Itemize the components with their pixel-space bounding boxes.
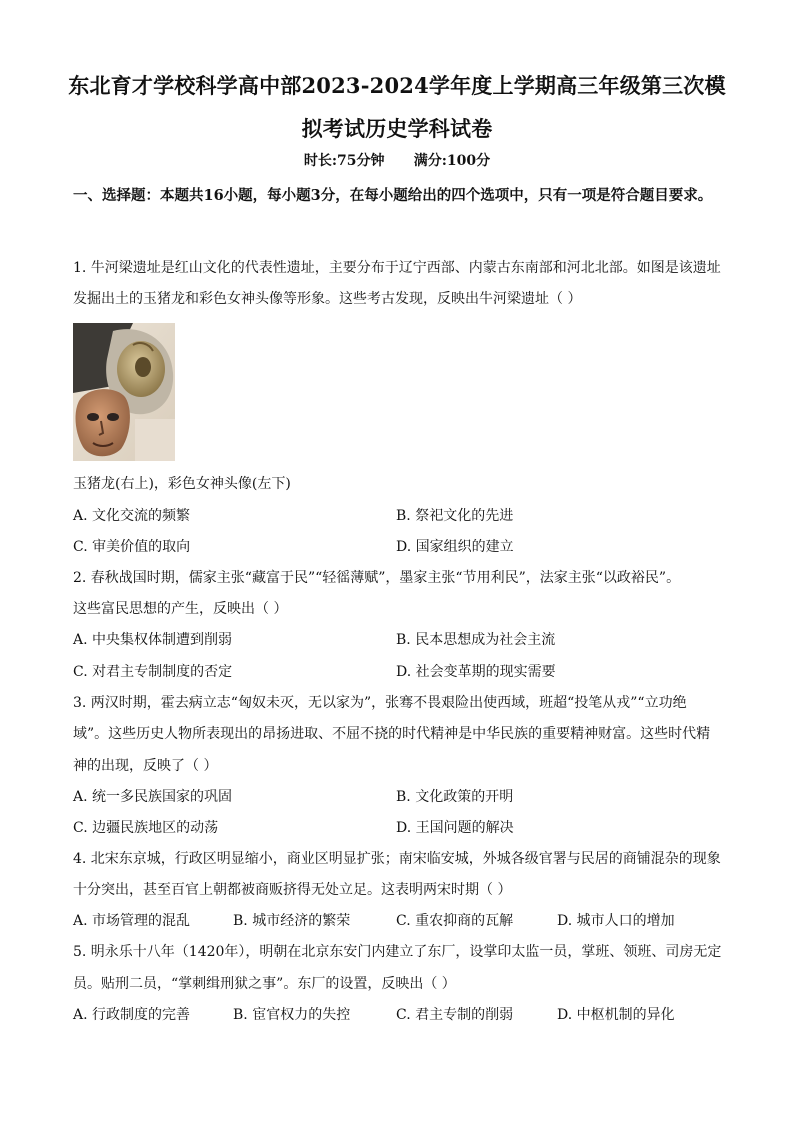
question-3-line-3: 神的出现，反映了（ ） <box>73 758 218 774</box>
exam-meta: 时长:75分钟 满分:100分 <box>303 153 491 169</box>
question-4-option-b[interactable]: B. 城市经济的繁荣 <box>233 913 351 929</box>
question-1-option-a[interactable]: A. 文化交流的频繁 <box>73 508 191 524</box>
question-1-line-2: 发掘出土的玉猪龙和彩色女神头像等形象。这些考古发现，反映出牛河梁遗址（ ） <box>73 291 582 307</box>
question-3-line-1: 3. 两汉时期，霍去病立志“匈奴未灭，无以家为”，张骞不畏艰险出使西域，班超“投笔从戎”“立功绝 <box>73 695 687 711</box>
question-3-option-b[interactable]: B. 文化政策的开明 <box>396 789 514 805</box>
question-2-option-a[interactable]: A. 中央集权体制遭到削弱 <box>73 632 233 648</box>
question-5-line-1: 5. 明永乐十八年（1420年），明朝在北京东安门内建立了东厂，设掌印太监一员，掌班、领班、司房无定 <box>73 944 722 960</box>
question-2-line-1: 2. 春秋战国时期，儒家主张“藏富于民”“轻徭薄赋”，墨家主张“节用利民”，法家主张“以政裕民”。 <box>73 570 681 586</box>
question-2-option-c[interactable]: C. 对君主专制制度的否定 <box>73 664 233 680</box>
question-5-option-d[interactable]: D. 中枢机制的异化 <box>557 1007 675 1023</box>
question-4-option-a[interactable]: A. 市场管理的混乱 <box>73 913 191 929</box>
question-3-option-a[interactable]: A. 统一多民族国家的巩固 <box>73 789 233 805</box>
question-4-option-d[interactable]: D. 城市人口的增加 <box>557 913 675 929</box>
question-4-line-1: 4. 北宋东京城，行政区明显缩小，商业区明显扩张；南宋临安城，外城各级官署与民居的商铺混杂的现象 <box>73 851 721 867</box>
question-5-option-b[interactable]: B. 宦官权力的失控 <box>233 1007 351 1023</box>
question-5-option-c[interactable]: C. 君主专制的削弱 <box>396 1007 514 1023</box>
question-1-line-1: 1. 牛河梁遗址是红山文化的代表性遗址，主要分布于辽宁西部、内蒙古东南部和河北北部。如图是该遗址 <box>73 260 721 276</box>
question-5-option-a[interactable]: A. 行政制度的完善 <box>73 1007 191 1023</box>
artifact-photo <box>73 323 175 461</box>
question-4-option-c[interactable]: C. 重农抑商的瓦解 <box>396 913 514 929</box>
exam-title-line-1: 东北育才学校科学高中部2023-2024学年度上学期高三年级第三次模 <box>68 73 726 98</box>
section-heading: 一、选择题：本题共16小题，每小题3分，在每小题给出的四个选项中，只有一项是符合题目要求。 <box>73 187 713 204</box>
question-1-option-d[interactable]: D. 国家组织的建立 <box>396 539 514 555</box>
question-5-line-2: 员。贴刑二员，“掌刺缉刑狱之事”。东厂的设置，反映出（ ） <box>73 976 456 992</box>
question-1-option-c[interactable]: C. 审美价值的取向 <box>73 539 191 555</box>
exam-title-line-2: 拟考试历史学科试卷 <box>301 116 493 141</box>
question-3-option-d[interactable]: D. 王国问题的解决 <box>396 820 514 836</box>
question-3-line-2: 域”。这些历史人物所表现出的昂扬进取、不屈不挠的时代精神是中华民族的重要精神财富。这些时代精 <box>73 726 711 742</box>
question-2-option-d[interactable]: D. 社会变革期的现实需要 <box>396 664 556 680</box>
question-1-figure-caption: 玉猪龙(右上)，彩色女神头像(左下) <box>73 476 291 492</box>
question-2-option-b[interactable]: B. 民本思想成为社会主流 <box>396 632 556 648</box>
question-1-option-b[interactable]: B. 祭祀文化的先进 <box>396 508 514 524</box>
question-1-figure <box>73 323 175 461</box>
question-2-line-2: 这些富民思想的产生，反映出（ ） <box>73 601 288 617</box>
question-3-option-c[interactable]: C. 边疆民族地区的动荡 <box>73 820 219 836</box>
question-4-line-2: 十分突出，甚至百官上朝都被商贩挤得无处立足。这表明两宋时期（ ） <box>73 882 512 898</box>
